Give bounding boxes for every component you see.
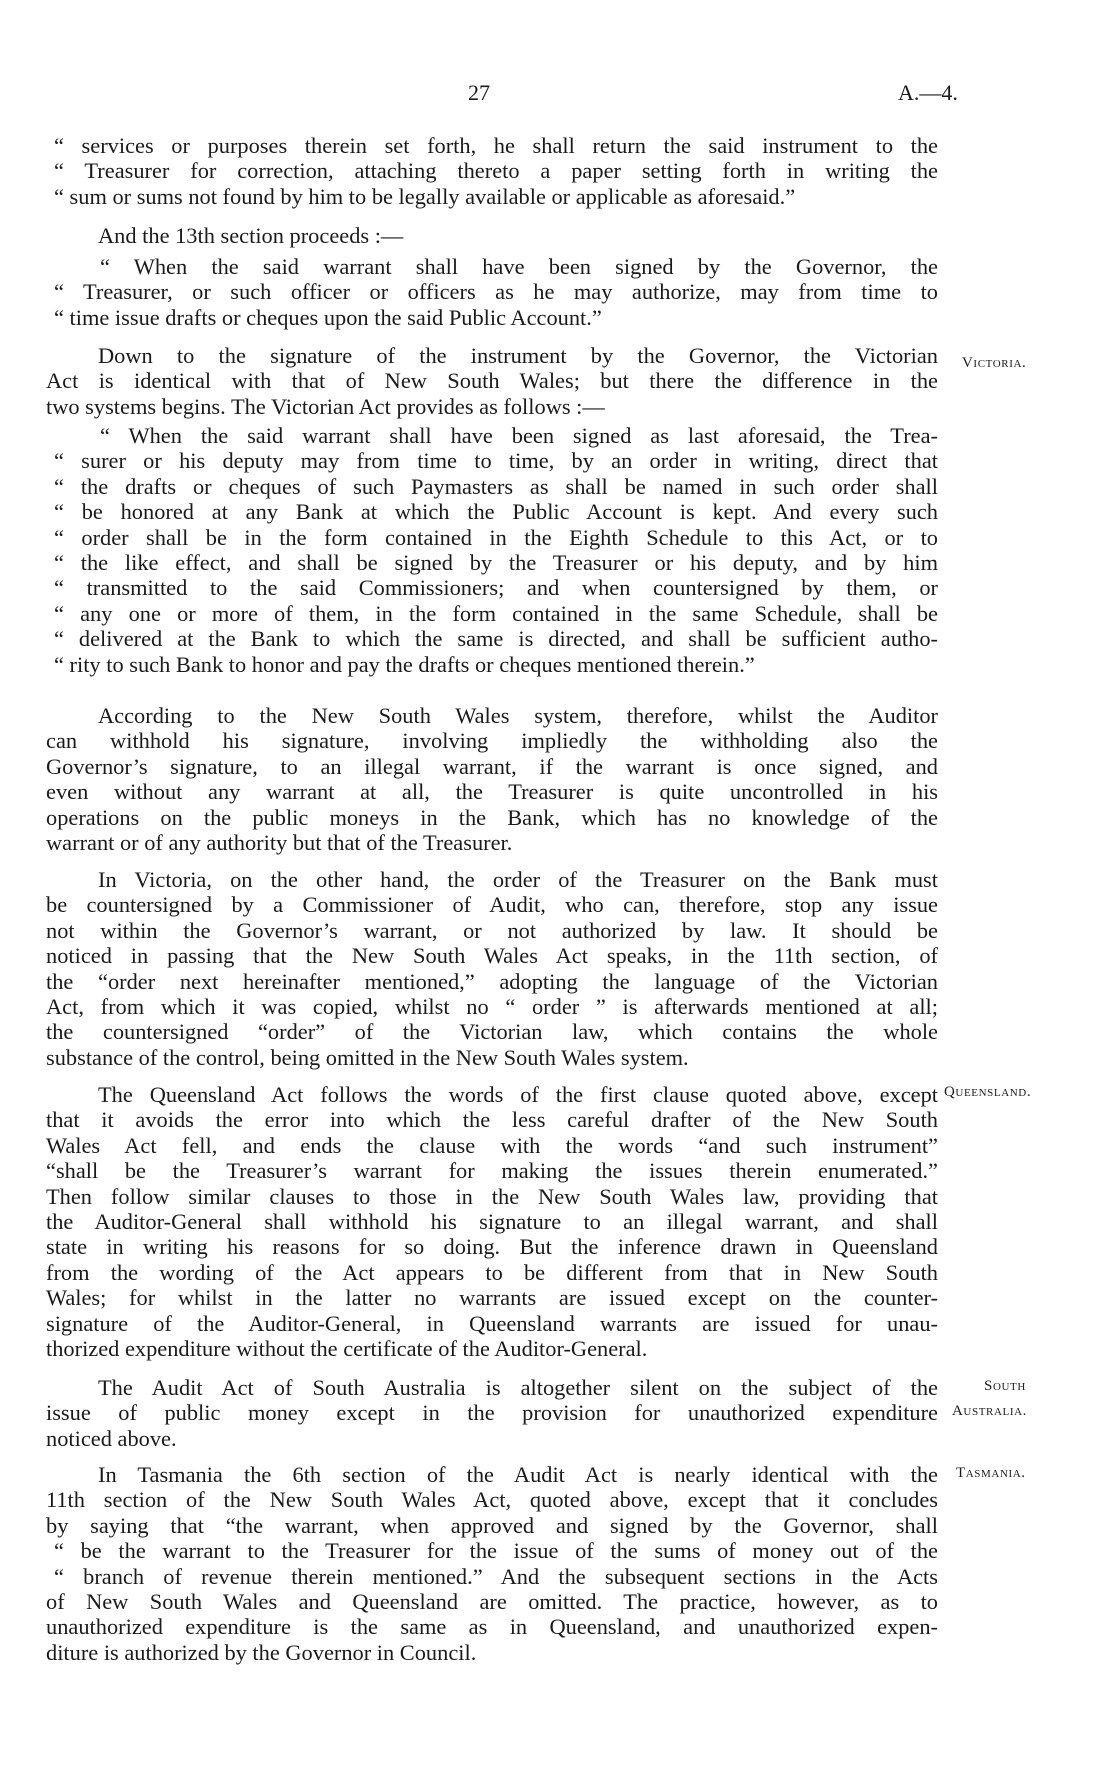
text-line: “ rity to such Bank to honor and pay the drafts or cheques mentioned therein.” bbox=[54, 651, 755, 677]
text-line: signature of the Auditor-General, in Queensland warrants are issued for unau- bbox=[46, 1310, 938, 1336]
text-line: “ Treasurer, or such officer or officers as he may authorize, may from time to bbox=[54, 279, 938, 305]
text-line: that it avoids the error into which the less careful drafter of the New South bbox=[46, 1107, 938, 1133]
text-line: substance of the control, being omitted in the New South Wales system. bbox=[46, 1044, 689, 1070]
text-line: the countersigned “order” of the Victorian law, which contains the whole bbox=[46, 1019, 938, 1045]
text-line: issue of public money except in the provision for unauthorized expenditure bbox=[46, 1400, 938, 1426]
paragraph-nsw-system bbox=[46, 703, 938, 855]
text-line: Then follow similar clauses to those in the New South Wales law, providing that bbox=[46, 1183, 938, 1209]
quote-victorian-act bbox=[46, 423, 938, 677]
text-line: “ Treasurer for correction, attaching thereto a paper setting forth in writing the bbox=[54, 158, 938, 184]
text-line: diture is authorized by the Governor in Council. bbox=[46, 1639, 477, 1665]
text-line: of New South Wales and Queensland are omitted. The practice, however, as to bbox=[46, 1588, 938, 1614]
text-line: “ branch of revenue therein mentioned.” And the subsequent sections in the Acts bbox=[54, 1563, 938, 1589]
text-line: “ transmitted to the said Commissioners; and when countersigned by them, or bbox=[54, 575, 938, 601]
text-line: from the wording of the Act appears to be different from that in New South bbox=[46, 1259, 938, 1285]
text-line: “ time issue drafts or cheques upon the said Public Account.” bbox=[54, 304, 602, 330]
text-line: state in writing his reasons for so doing. But the inference drawn in Queensland bbox=[46, 1234, 938, 1260]
text-line: “ be honored at any Bank at which the Public Account is kept. And every such bbox=[54, 499, 938, 525]
text-line: According to the New South Wales system, therefore, whilst the Auditor bbox=[98, 703, 938, 728]
text-line: “ the drafts or cheques of such Paymasters as shall be named in such order shall bbox=[54, 473, 938, 499]
margin-note-tasmania: Tasmania. bbox=[956, 1465, 1026, 1481]
text-line: two systems begins. The Victorian Act provides as follows :— bbox=[46, 393, 605, 419]
text-line: The Queensland Act follows the words of the first clause quoted above, except bbox=[98, 1082, 938, 1107]
paragraph-victorian-act bbox=[46, 343, 938, 419]
text-line: “ surer or his deputy may from time to time, by an order in writing, direct that bbox=[54, 448, 938, 474]
paragraph-13th-section bbox=[46, 223, 938, 248]
text-line: “ delivered at the Bank to which the same is directed, and shall be sufficient autho- bbox=[54, 626, 938, 652]
margin-note-victoria: Victoria. bbox=[962, 355, 1027, 371]
document-reference: A.—4. bbox=[898, 80, 958, 105]
text-line: 11th section of the New South Wales Act, quoted above, except that it concludes bbox=[46, 1487, 938, 1513]
text-line: “ order shall be in the form contained in the Eighth Schedule to this Act, or to bbox=[54, 524, 938, 550]
text-line: can withhold his signature, involving impliedly the withholding also the bbox=[46, 728, 938, 754]
text-line: “shall be the Treasurer’s warrant for making the issues therein enumerated.” bbox=[46, 1158, 938, 1184]
text-line: In Victoria, on the other hand, the order of the Treasurer on the Bank must bbox=[98, 867, 938, 892]
margin-note-queensland: Queensland. bbox=[944, 1084, 1032, 1100]
text-line: Down to the signature of the instrument by the Governor, the Victorian bbox=[98, 343, 938, 368]
text-line: operations on the public moneys in the Bank, which has no knowledge of the bbox=[46, 804, 938, 830]
text-line: even without any warrant at all, the Treasurer is quite uncontrolled in his bbox=[46, 779, 938, 805]
text-line: noticed above. bbox=[46, 1425, 177, 1451]
margin-note-australia: Australia. bbox=[952, 1403, 1027, 1419]
paragraph-south-australia bbox=[46, 1375, 938, 1451]
text-line: “ When the said warrant shall have been signed as last aforesaid, the Trea- bbox=[100, 423, 938, 448]
text-line: “ any one or more of them, in the form contained in the same Schedule, shall be bbox=[54, 600, 938, 626]
text-line: In Tasmania the 6th section of the Audit Act is nearly identical with the bbox=[98, 1462, 938, 1487]
text-line: “ be the warrant to the Treasurer for the issue of the sums of money out of the bbox=[54, 1538, 938, 1564]
text-line: “ When the said warrant shall have been signed by the Governor, the bbox=[100, 254, 938, 279]
paragraph-tasmania bbox=[46, 1462, 938, 1665]
quote-13th-section bbox=[46, 254, 938, 330]
text-line: Act, from which it was copied, whilst no “ order ” is afterwards mentioned at all; bbox=[46, 993, 938, 1019]
text-line: not within the Governor’s warrant, or not authorized by law. It should be bbox=[46, 917, 938, 943]
text-line: The Audit Act of South Australia is altogether silent on the subject of the bbox=[98, 1375, 938, 1400]
text-line: the Auditor-General shall withhold his signature to an illegal warrant, and shall bbox=[46, 1208, 938, 1234]
paragraph-victoria-order bbox=[46, 867, 938, 1070]
text-line: warrant or of any authority but that of the Treasurer. bbox=[46, 829, 513, 855]
page-number: 27 bbox=[468, 80, 490, 105]
text-line: thorized expenditure without the certificate of the Auditor-General. bbox=[46, 1335, 648, 1361]
paragraph-queensland-act bbox=[46, 1082, 938, 1361]
text-line: And the 13th section proceeds :— bbox=[98, 223, 404, 248]
text-line: Wales Act fell, and ends the clause with the words “and such instrument” bbox=[46, 1132, 938, 1158]
text-line: be countersigned by a Commissioner of Audit, who can, therefore, stop any issue bbox=[46, 892, 938, 918]
margin-note-south: South bbox=[984, 1378, 1026, 1394]
text-line: by saying that “the warrant, when approved and signed by the Governor, shall bbox=[46, 1512, 938, 1538]
text-line: the “order next hereinafter mentioned,” adopting the language of the Victorian bbox=[46, 968, 938, 994]
text-line: “ the like effect, and shall be signed by the Treasurer or his deputy, and by him bbox=[54, 549, 938, 575]
text-line: Wales; for whilst in the latter no warrants are issued except on the counter- bbox=[46, 1285, 938, 1311]
text-line: Governor’s signature, to an illegal warrant, if the warrant is once signed, and bbox=[46, 753, 938, 779]
text-line: Act is identical with that of New South Wales; but there the difference in the bbox=[46, 368, 938, 394]
text-line: “ sum or sums not found by him to be legally available or applicable as aforesaid.” bbox=[54, 183, 796, 209]
paragraph-continuation bbox=[46, 133, 938, 209]
text-line: noticed in passing that the New South Wales Act speaks, in the 11th section, of bbox=[46, 943, 938, 969]
text-line: “ services or purposes therein set forth, he shall return the said instrument to the bbox=[54, 133, 938, 158]
text-line: unauthorized expenditure is the same as in Queensland, and unauthorized expen- bbox=[46, 1614, 938, 1640]
